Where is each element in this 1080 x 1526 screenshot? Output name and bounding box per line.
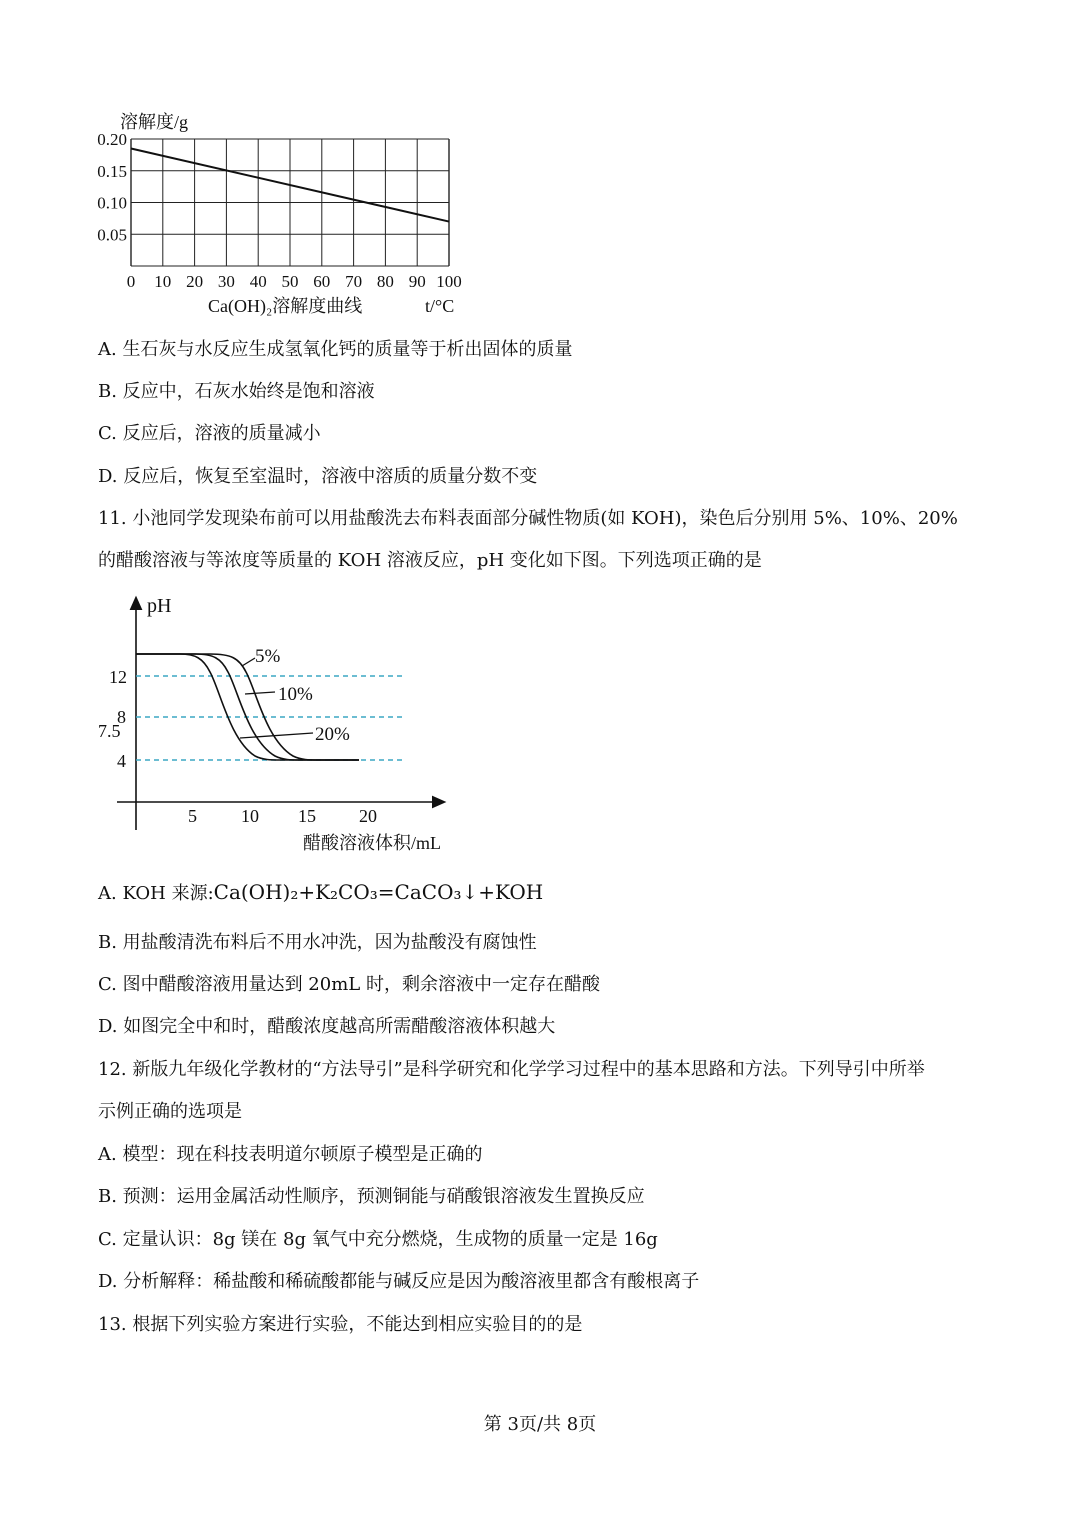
solubility-xtick: 60 bbox=[313, 272, 331, 291]
q11-option-a bbox=[98, 879, 543, 907]
ph-leader-5 bbox=[242, 658, 255, 666]
solubility-xtick: 0 bbox=[126, 272, 136, 291]
ph-ytick-12: 12 bbox=[109, 667, 127, 687]
q11-option-d: D. 如图完全中和时，醋酸浓度越高所需醋酸溶液体积越大 bbox=[98, 1016, 556, 1037]
solubility-xtick: 90 bbox=[408, 272, 426, 291]
q12-stem-line2: 示例正确的选项是 bbox=[98, 1101, 242, 1122]
solubility-chart bbox=[90, 108, 480, 320]
solubility-y-ticks bbox=[97, 130, 127, 244]
ph-ytick-4: 4 bbox=[117, 751, 126, 771]
solubility-xtick: 70 bbox=[345, 272, 363, 291]
solubility-xtick: 40 bbox=[249, 272, 267, 291]
q12-option-b: B. 预测：运用金属活动性顺序，预测铜能与硝酸银溶液发生置换反应 bbox=[98, 1186, 645, 1207]
ph-xtick-20: 20 bbox=[359, 806, 377, 826]
q11-option-a-formula: Ca(OH)₂+K₂CO₃=CaCO₃↓+KOH bbox=[213, 880, 544, 904]
solubility-x-ticks bbox=[127, 272, 462, 291]
solubility-ytick: 0.15 bbox=[97, 161, 127, 181]
q12-option-d: D. 分析解释：稀盐酸和稀硫酸都能与碱反应是因为酸溶液里都含有酸根离子 bbox=[98, 1271, 700, 1292]
ph-leader-10 bbox=[245, 692, 275, 694]
solubility-xtick: 30 bbox=[217, 272, 235, 291]
solubility-ytick: 0.05 bbox=[97, 225, 127, 245]
ph-ytick-8: 8 bbox=[117, 707, 126, 727]
ph-ylabel: pH bbox=[147, 595, 172, 617]
q11-stem-line1: 11. 小池同学发现染布前可以用盐酸洗去布料表面部分碱性物质(如 KOH)，染色后分别用 5%、10%、20% bbox=[98, 508, 958, 529]
solubility-xtick: 100 bbox=[436, 272, 462, 291]
ph-series-label-5: 5% bbox=[255, 646, 281, 667]
solubility-xtick: 20 bbox=[186, 272, 204, 291]
solubility-grid bbox=[131, 139, 449, 266]
q11-option-b: B. 用盐酸清洗布料后不用水冲洗，因为盐酸没有腐蚀性 bbox=[98, 932, 537, 953]
solubility-xtick: 80 bbox=[376, 272, 394, 291]
solubility-xtick: 50 bbox=[281, 272, 299, 291]
solubility-ytick: 0.20 bbox=[97, 130, 127, 149]
solubility-xlabel: t/°C bbox=[425, 296, 455, 316]
solubility-ytick: 0.10 bbox=[97, 193, 127, 213]
solubility-ylabel: 溶解度/g bbox=[120, 112, 189, 132]
ph-series-label-20: 20% bbox=[315, 724, 350, 745]
q11-stem-line2: 的醋酸溶液与等浓度等质量的 KOH 溶液反应，pH 变化如下图。下列选项正确的是 bbox=[98, 550, 762, 571]
ph-xtick-10: 10 bbox=[241, 806, 259, 826]
ph-xtick-15: 15 bbox=[298, 806, 316, 826]
solubility-title: Ca(OH)₂溶解度曲线 bbox=[208, 296, 363, 316]
q12-stem-line1: 12. 新版九年级化学教材的“方法导引”是科学研究和化学学习过程中的基本思路和方法。下列导引中所举 bbox=[98, 1059, 925, 1080]
ph-chart bbox=[95, 590, 475, 860]
q12-option-a: A. 模型：现在科技表明道尔顿原子模型是正确的 bbox=[98, 1144, 483, 1165]
page-footer: 第 3页/共 8页 bbox=[483, 1414, 597, 1435]
q12-option-c: C. 定量认识：8g 镁在 8g 氧气中充分燃烧，生成物的质量一定是 16g bbox=[98, 1229, 658, 1250]
q13-stem: 13. 根据下列实验方案进行实验，不能达到相应实验目的的是 bbox=[98, 1314, 583, 1335]
ph-ytick-7-5: 7.5 bbox=[98, 721, 121, 741]
q11-option-a-prefix: A. KOH 来源: bbox=[98, 883, 214, 904]
q10-option-d: D. 反应后，恢复至室温时，溶液中溶质的质量分数不变 bbox=[98, 466, 538, 487]
q10-option-a: A. 生石灰与水反应生成氢氧化钙的质量等于析出固体的质量 bbox=[98, 339, 573, 360]
ph-xlabel: 醋酸溶液体积/mL bbox=[303, 833, 441, 853]
ph-xtick-5: 5 bbox=[188, 806, 197, 826]
q10-option-c: C. 反应后，溶液的质量减小 bbox=[98, 423, 321, 444]
q10-option-b: B. 反应中，石灰水始终是饱和溶液 bbox=[98, 381, 375, 402]
solubility-xtick: 10 bbox=[154, 272, 172, 291]
q11-option-c: C. 图中醋酸溶液用量达到 20mL 时，剩余溶液中一定存在醋酸 bbox=[98, 974, 600, 995]
ph-leader-20 bbox=[240, 733, 313, 738]
ph-series-label-10: 10% bbox=[278, 684, 313, 705]
